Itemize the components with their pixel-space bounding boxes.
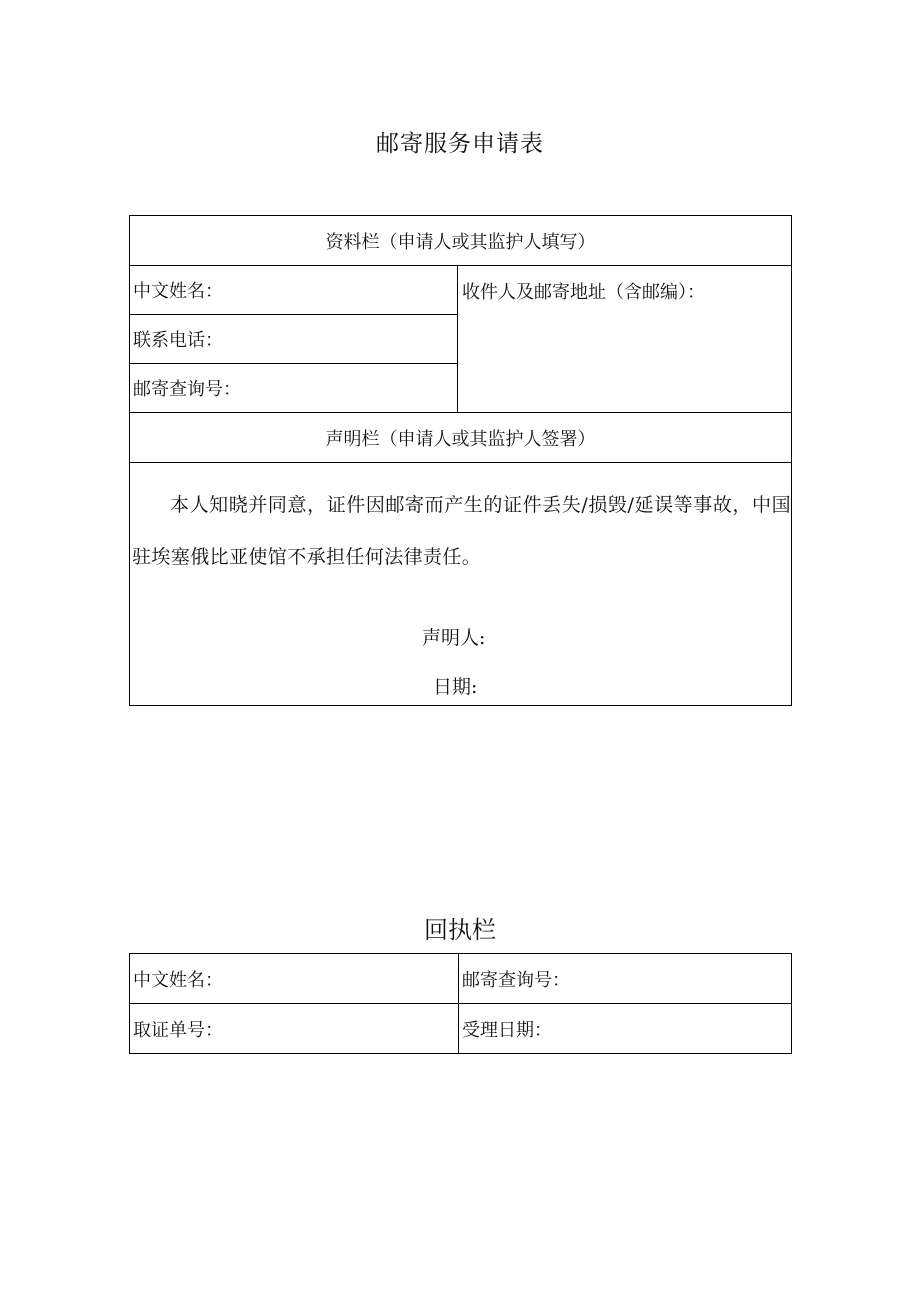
receipt-tracking-number-label: 邮寄查询号： [462, 969, 570, 991]
declaration-date-label: 日期: [433, 676, 478, 698]
chinese-name-label: 中文姓名： [133, 281, 223, 302]
declaration-row [130, 463, 792, 706]
declaration-section-header-row [130, 413, 792, 463]
receipt-row-2 [130, 1004, 792, 1054]
receipt-row-1 [130, 954, 792, 1004]
phone-field[interactable] [130, 315, 458, 364]
signer-label: 声明人: [422, 627, 486, 649]
tracking-number-label: 邮寄查询号： [133, 379, 241, 400]
page-title: 邮寄服务申请表 [376, 131, 544, 157]
pickup-number-field[interactable] [130, 1004, 459, 1054]
info-section-heading: 资料栏（申请人或其监护人填写） [130, 216, 792, 266]
phone-label: 联系电话： [133, 330, 223, 351]
declaration-section-heading: 声明栏（申请人或其监护人签署） [130, 413, 792, 463]
acceptance-date-label: 受理日期： [462, 1019, 552, 1041]
application-form-table [129, 215, 792, 706]
declaration-cell [130, 463, 792, 706]
receipt-chinese-name-field[interactable] [130, 954, 459, 1004]
pickup-number-label: 取证单号： [133, 1019, 223, 1041]
declaration-date-field[interactable] [433, 672, 477, 702]
signer-field[interactable] [422, 623, 485, 653]
receipt-table [129, 953, 792, 1054]
address-field[interactable] [458, 266, 792, 413]
declaration-text: 本人知晓并同意，证件因邮寄而产生的证件丢失/损毁/延误等事故，中国驻埃塞俄比亚使馆不承担任何法律责任。 [132, 494, 791, 568]
receipt-tracking-number-field[interactable] [459, 954, 792, 1004]
chinese-name-field[interactable] [130, 266, 458, 315]
info-section-header-row [130, 216, 792, 266]
chinese-name-row [130, 266, 792, 315]
address-label: 收件人及邮寄地址（含邮编）： [462, 282, 705, 303]
receipt-chinese-name-label: 中文姓名： [133, 969, 223, 991]
receipt-title: 回执栏 [424, 916, 496, 944]
acceptance-date-field[interactable] [459, 1004, 792, 1054]
tracking-number-field[interactable] [130, 364, 458, 413]
